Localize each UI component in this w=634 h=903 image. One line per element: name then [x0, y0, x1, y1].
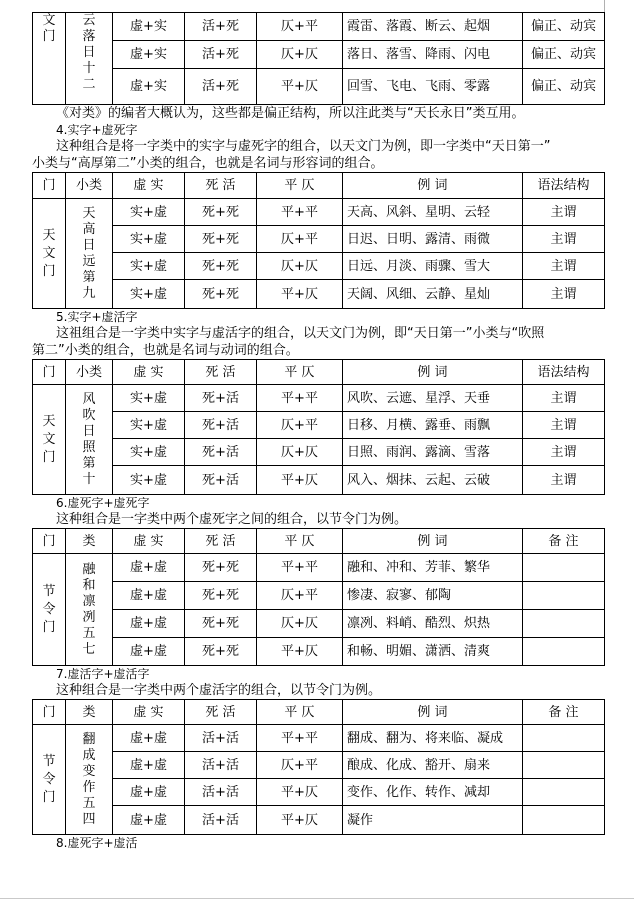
table-row: [33, 412, 605, 439]
column-header: 门: [33, 360, 66, 385]
cell: 日远、月淡、雨骤、雪大: [343, 253, 523, 280]
cell: 天高、风斜、星明、云轻: [343, 199, 523, 226]
table-row: [33, 610, 605, 638]
table-sec6: [32, 528, 605, 666]
cell: 虚+虚: [113, 554, 185, 582]
xiaolei-cell: 云落日十二: [66, 13, 113, 105]
cell: 主谓: [523, 412, 605, 439]
cell: 实+虚: [113, 280, 185, 309]
cell: 虚+虚: [113, 725, 185, 752]
table-row: [33, 554, 605, 582]
column-header: 平 仄: [257, 360, 343, 385]
section-heading: 7.虚活字+虚活字: [56, 667, 150, 681]
cell: 虚+虚: [113, 610, 185, 638]
column-header: 例 词: [343, 700, 523, 725]
cell: 仄+平: [257, 752, 343, 779]
column-header: 平 仄: [257, 700, 343, 725]
cell: 主谓: [523, 385, 605, 412]
cell: 天阔、风细、云静、星灿: [343, 280, 523, 309]
column-header: 语法结构: [523, 360, 605, 385]
table-header-row: [33, 173, 605, 199]
table-row: [33, 582, 605, 610]
column-header: 平 仄: [257, 529, 343, 554]
cell: 实+虚: [113, 466, 185, 495]
cell: 虚+虚: [113, 779, 185, 806]
section-heading: 6.虚死字+虚死字: [56, 496, 150, 510]
column-header: 例 词: [343, 360, 523, 385]
table-row: [33, 385, 605, 412]
cell: 死+活: [185, 439, 257, 466]
cell: 活+死: [185, 41, 257, 69]
cell: 虚+实: [113, 41, 185, 69]
column-header: 小类: [66, 360, 113, 385]
column-header: 备 注: [523, 529, 605, 554]
cell: 主谓: [523, 280, 605, 309]
cell: 仄+平: [257, 412, 343, 439]
cell: 主谓: [523, 226, 605, 253]
table-row: [33, 199, 605, 226]
men-cell: 节令门: [33, 554, 66, 666]
column-header: 死 活: [185, 700, 257, 725]
cell: 日迟、日明、露清、雨微: [343, 226, 523, 253]
column-header: 死 活: [185, 529, 257, 554]
table-row: [33, 226, 605, 253]
cell: 融和、冲和、芳菲、繁华: [343, 554, 523, 582]
cell: 偏正、动宾: [523, 13, 605, 41]
cell: 主谓: [523, 253, 605, 280]
cell: 平+平: [257, 385, 343, 412]
cell: 变作、化作、转作、减却: [343, 779, 523, 806]
paragraph: 这种组合是将一字类中的实字与虚死字的组合，以天文门为例，即一字类中“天日第一”: [56, 139, 551, 154]
cell: 主谓: [523, 199, 605, 226]
cell: [523, 752, 605, 779]
cell: 主谓: [523, 466, 605, 495]
cell: 死+死: [185, 199, 257, 226]
column-header: 虚 实: [113, 173, 185, 199]
column-header: 门: [33, 700, 66, 725]
cell: 仄+仄: [257, 253, 343, 280]
cell: [523, 554, 605, 582]
cell: 落日、落雪、降雨、闪电: [343, 41, 523, 69]
cell: [523, 725, 605, 752]
table-row: [33, 13, 605, 41]
column-header: 门: [33, 529, 66, 554]
xiaolei-cell: 风吹日照第十: [66, 385, 113, 495]
document-page: [32, 12, 604, 851]
table-sec4: [32, 172, 605, 309]
xiaolei-cell: 融和凛冽五七: [66, 554, 113, 666]
men-cell: 节令门: [33, 725, 66, 835]
column-header: 死 活: [185, 360, 257, 385]
cell: 平+仄: [257, 806, 343, 835]
table-row: [33, 638, 605, 666]
cell: 死+死: [185, 280, 257, 309]
cell: 仄+仄: [257, 610, 343, 638]
column-header: 类: [66, 529, 113, 554]
cell: 活+死: [185, 13, 257, 41]
cell: 活+活: [185, 779, 257, 806]
column-header: 例 词: [343, 529, 523, 554]
cell: 实+虚: [113, 253, 185, 280]
paragraph: 第二”小类的组合，也就是名词与动词的组合。: [32, 343, 299, 358]
cell: 平+仄: [257, 466, 343, 495]
cell: 死+死: [185, 253, 257, 280]
men-cell: 文门: [33, 13, 66, 105]
cell: 主谓: [523, 439, 605, 466]
cell: 凝作: [343, 806, 523, 835]
paragraph: 这祖组合是一字类中实字与虚活字的组合，以天文门为例，即“天日第一”小类与“吹照: [56, 326, 545, 341]
table-row: [33, 41, 605, 69]
cell: 活+活: [185, 752, 257, 779]
xiaolei-cell: 翻成变作五四: [66, 725, 113, 835]
table-row: [33, 806, 605, 835]
cell: 仄+平: [257, 226, 343, 253]
cell: 虚+虚: [113, 752, 185, 779]
cell: [523, 779, 605, 806]
cell: 霞雷、落霞、断云、起烟: [343, 13, 523, 41]
column-header: 死 活: [185, 173, 257, 199]
table-sec7: [32, 699, 605, 835]
table-header-row: [33, 700, 605, 725]
table-row: [33, 779, 605, 806]
cell: 实+虚: [113, 412, 185, 439]
cell: 死+死: [185, 582, 257, 610]
cell: 仄+仄: [257, 41, 343, 69]
cell: 平+仄: [257, 779, 343, 806]
column-header: 备 注: [523, 700, 605, 725]
column-header: 虚 实: [113, 360, 185, 385]
paragraph: 小类与“高厚第二”小类的组合，也就是名词与形容词的组合。: [32, 156, 384, 171]
cell: 死+活: [185, 385, 257, 412]
cell: 虚+虚: [113, 638, 185, 666]
cell: [523, 582, 605, 610]
table-row: [33, 752, 605, 779]
table-row: [33, 69, 605, 105]
cell: 虚+虚: [113, 806, 185, 835]
cell: 死+死: [185, 610, 257, 638]
cell: [523, 610, 605, 638]
cell: 虚+实: [113, 69, 185, 105]
cell: 实+虚: [113, 226, 185, 253]
cell: 平+平: [257, 554, 343, 582]
cell: 日移、月横、露垂、雨飘: [343, 412, 523, 439]
column-header: 虚 实: [113, 529, 185, 554]
paragraph: 这种组合是一字类中两个虚活字的组合，以节令门为例。: [56, 683, 382, 698]
cell: 日照、雨润、露滴、雪落: [343, 439, 523, 466]
cell: 死+活: [185, 412, 257, 439]
table-row: [33, 253, 605, 280]
cell: 平+仄: [257, 69, 343, 105]
cell: 平+仄: [257, 280, 343, 309]
cell: 虚+虚: [113, 582, 185, 610]
column-header: 平 仄: [257, 173, 343, 199]
cell: 实+虚: [113, 385, 185, 412]
column-header: 虚 实: [113, 700, 185, 725]
men-cell: 天文门: [33, 385, 66, 495]
cell: 实+虚: [113, 199, 185, 226]
section-heading: 4.实字+虚死字: [56, 123, 138, 137]
cell: 虚+实: [113, 13, 185, 41]
cell: 死+死: [185, 554, 257, 582]
cell: 死+死: [185, 638, 257, 666]
paragraph: 这种组合是一字类中两个虚死字之间的组合，以节令门为例。: [56, 512, 408, 527]
cell: 和畅、明媚、潇洒、清爽: [343, 638, 523, 666]
cell: 实+虚: [113, 439, 185, 466]
cell: 凛冽、料峭、酷烈、炽热: [343, 610, 523, 638]
cell: 风吹、云遮、星浮、天垂: [343, 385, 523, 412]
table-sec5: [32, 359, 605, 495]
cell: 死+死: [185, 226, 257, 253]
page-bottom-divider: [0, 898, 634, 899]
cell: 死+活: [185, 466, 257, 495]
cell: 翻成、翻为、将来临、凝成: [343, 725, 523, 752]
section-heading: 5.实字+虚活字: [56, 310, 138, 324]
column-header: 例 词: [343, 173, 523, 199]
column-header: 小类: [66, 173, 113, 199]
cell: 风入、烟抹、云起、云破: [343, 466, 523, 495]
table-header-row: [33, 529, 605, 554]
xiaolei-cell: 天高日远第九: [66, 199, 113, 309]
column-header: 语法结构: [523, 173, 605, 199]
column-header: 类: [66, 700, 113, 725]
note-text: 《对类》的编者大概认为，这些都是偏正结构，所以注此类与“天长永日”类互用。: [56, 106, 525, 121]
cell: 偏正、动宾: [523, 41, 605, 69]
cell: 酿成、化成、豁开、扇来: [343, 752, 523, 779]
cell: 平+仄: [257, 638, 343, 666]
section-heading: 8.虚死字+虚活: [56, 836, 138, 850]
cell: 活+活: [185, 725, 257, 752]
table-row: [33, 725, 605, 752]
cell: 回雪、飞电、飞雨、零露: [343, 69, 523, 105]
cell: 偏正、动宾: [523, 69, 605, 105]
cell: 仄+平: [257, 13, 343, 41]
cell: 惨凄、寂寥、郁陶: [343, 582, 523, 610]
cell: [523, 806, 605, 835]
column-header: 门: [33, 173, 66, 199]
cell: 平+平: [257, 199, 343, 226]
men-cell: 天文门: [33, 199, 66, 309]
table-header-row: [33, 360, 605, 385]
cell: 仄+平: [257, 582, 343, 610]
table-row: [33, 439, 605, 466]
cell: 仄+仄: [257, 439, 343, 466]
table-continuation: [32, 12, 605, 105]
cell: 平+平: [257, 725, 343, 752]
table-row: [33, 280, 605, 309]
table-row: [33, 466, 605, 495]
cell: 活+死: [185, 69, 257, 105]
cell: 活+活: [185, 806, 257, 835]
cell: [523, 638, 605, 666]
